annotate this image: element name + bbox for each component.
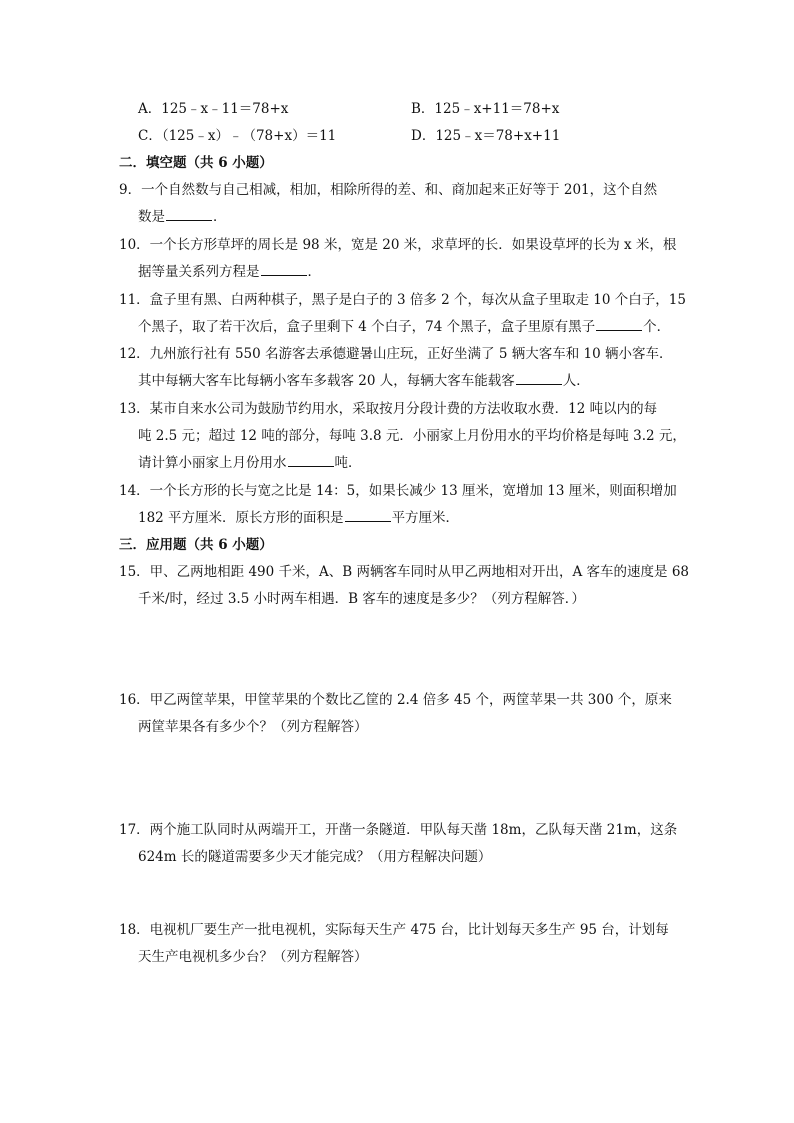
- q13-line1: 13．某市自来水公司为鼓励节约用水，采取按月分段计费的方法收取水费．12 吨以内的每: [119, 401, 658, 417]
- q13-line2: 吨 2.5 元；超过 12 吨的部分，每吨 3.8 元．小丽家上月份用水的平均价格是每吨 3.2 元，: [138, 428, 686, 444]
- q13-tail: 吨．: [334, 455, 362, 471]
- q15-line1: 15．甲、乙两地相距 490 千米，A、B 两辆客车同时从甲乙两地相对开出，A 客车的速度是 68: [119, 564, 689, 580]
- answer-blank: [345, 509, 391, 522]
- section-3-title: 三．应用题（共 6 小题）: [119, 537, 273, 553]
- option-d: D．125﹣x＝78+x+11: [411, 128, 561, 144]
- q17-line1: 17．两个施工队同时从两端开工，开凿一条隧道．甲队每天凿 18m，乙队每天凿 21m，这条: [119, 822, 678, 838]
- q14-line2: [138, 506, 459, 526]
- option-c: C．（125﹣x）﹣（78+x）＝11: [138, 128, 337, 144]
- option-b: B．125﹣x+11＝78+x: [411, 101, 560, 117]
- q18-line2: 天生产电视机多少台？（列方程解答）: [138, 949, 368, 965]
- answer-blank: [596, 318, 642, 331]
- q10-line2: [138, 260, 321, 280]
- q9-line1: 9．一个自然数与自己相减，相加，相除所得的差、和、商加起来正好等于 201，这个自然: [119, 182, 658, 198]
- q10-text: 据等量关系列方程是: [138, 264, 260, 280]
- q9-line2: [138, 205, 227, 225]
- q12-text: 其中每辆大客车比每辆小客车多载客 20 人，每辆大客车能载客: [138, 373, 515, 389]
- q14-line1: 14．一个长方形的长与宽之比是 14：5，如果长减少 13 厘米，宽增加 13 厘米，则面积增加: [119, 483, 677, 499]
- q9-tail: ．: [213, 209, 227, 225]
- q16-line2: 两筐苹果各有多少个？（列方程解答）: [138, 719, 368, 735]
- q13-text: 请计算小丽家上月份用水: [138, 455, 287, 471]
- q14-tail: 平方厘米．: [391, 510, 460, 526]
- q9-text: 数是: [138, 209, 165, 225]
- option-a: A．125﹣x﹣11＝78+x: [138, 101, 289, 117]
- section-2-title: 二．填空题（共 6 小题）: [119, 155, 273, 171]
- q12-tail: 人．: [562, 373, 590, 389]
- answer-blank: [516, 372, 562, 385]
- q11-line2: [138, 315, 670, 335]
- answer-blank: [288, 454, 334, 467]
- q16-line1: 16．甲乙两筐苹果，甲筐苹果的个数比乙筐的 2.4 倍多 45 个，两筐苹果一共 300 个，原来: [119, 692, 672, 708]
- q12-line2: [138, 369, 590, 389]
- q11-tail: 个．: [643, 319, 671, 335]
- q17-line2: 624m 长的隧道需要多少天才能完成？（用方程解决问题）: [138, 849, 492, 865]
- q10-line1: 10．一个长方形草坪的周长是 98 米，宽是 20 米，求草坪的长．如果设草坪的长为 x 米，根: [119, 237, 677, 253]
- answer-blank: [166, 208, 212, 221]
- q11-line1: 11．盒子里有黑、白两种棋子，黑子是白子的 3 倍多 2 个，每次从盒子里取走 10 个白子，15: [119, 292, 686, 308]
- q10-tail: ．: [307, 264, 321, 280]
- q15-line2: 千米/时，经过 3.5 小时两车相遇．B 客车的速度是多少？（列方程解答．）: [138, 591, 586, 607]
- q12-line1: 12．九州旅行社有 550 名游客去承德避暑山庄玩，正好坐满了 5 辆大客车和 10 辆小客车．: [119, 346, 673, 362]
- q14-text: 182 平方厘米．原长方形的面积是: [138, 510, 344, 526]
- q18-line1: 18．电视机厂要生产一批电视机，实际每天生产 475 台，比计划每天多生产 95 台，计划每: [119, 922, 669, 938]
- q11-text: 个黑子，取了若干次后，盒子里剩下 4 个白子，74 个黑子，盒子里原有黑子: [138, 319, 596, 335]
- answer-blank: [261, 263, 307, 276]
- q13-line3: [138, 451, 362, 471]
